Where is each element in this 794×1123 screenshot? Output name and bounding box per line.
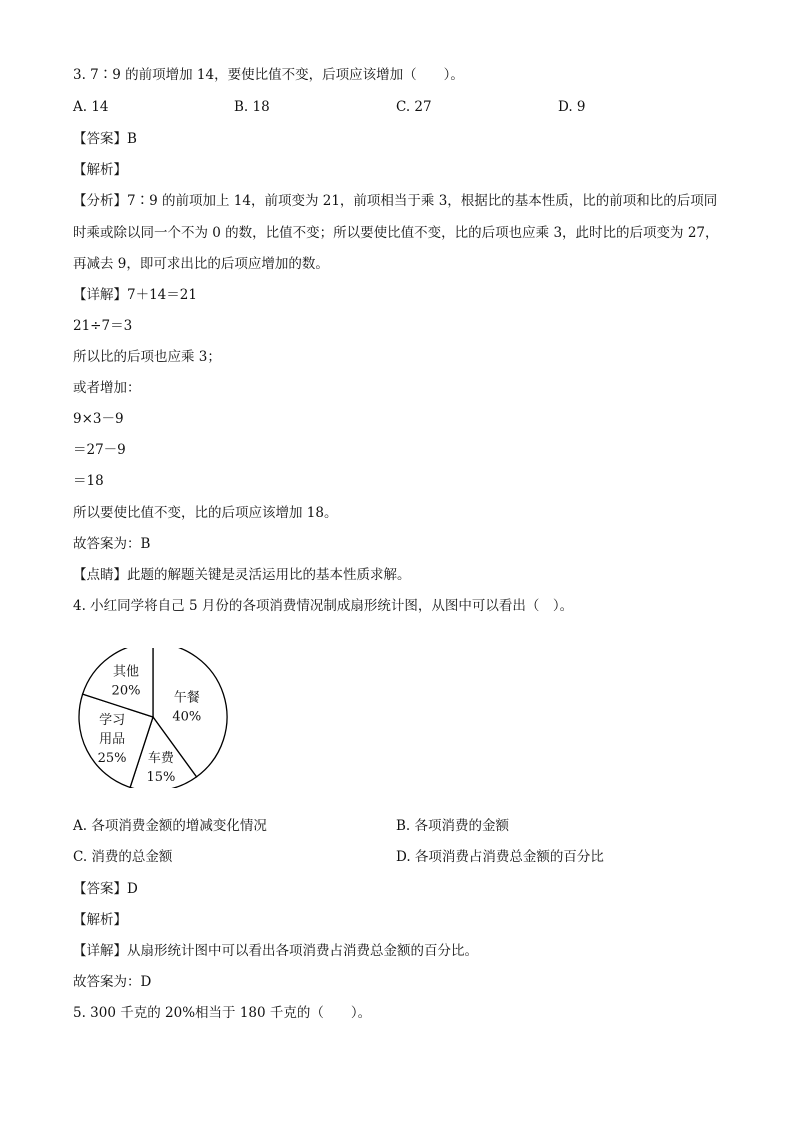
- pie-label-lunch-2: 40%: [172, 709, 202, 725]
- q3-analysis-line-2: 时乘或除以同一个不为 0 的数，比值不变；所以要使比值不变，比的后项也应乘 3，此时比的后项变为 27，: [73, 225, 719, 241]
- q3-detail-line-2: 21÷7＝3: [73, 318, 133, 334]
- q4-detail: 【详解】从扇形统计图中可以看出各项消费占消费总金额的百分比。: [73, 943, 478, 959]
- q4-analysis-label: 【解析】: [73, 912, 127, 928]
- pie-label-lunch-1: 午餐: [173, 690, 200, 706]
- q3-detail-line-7: ＝18: [73, 473, 104, 489]
- q3-detail-line-5: 9×3－9: [73, 411, 124, 427]
- q3-analysis-label: 【解析】: [73, 162, 127, 178]
- q4-stem: 4. 小红同学将自己 5 月份的各项消费情况制成扇形统计图，从图中可以看出（ ）。: [73, 598, 574, 614]
- q3-detail-line-4: 或者增加：: [73, 380, 141, 396]
- pie-chart: [74, 648, 234, 788]
- q4-option-b: B. 各项消费的金额: [396, 818, 510, 834]
- q3-analysis-line-3: 再减去 9，即可求出比的后项应增加的数。: [73, 256, 329, 272]
- q5-stem: 5. 300 千克的 20%相当于 180 千克的（ ）。: [73, 1005, 372, 1021]
- pie-label-supplies-3: 25%: [97, 750, 127, 766]
- pie-label-other-2: 20%: [111, 683, 141, 699]
- q3-option-a: A. 14: [73, 99, 109, 115]
- q3-stem: 3. 7∶9 的前项增加 14，要使比值不变，后项应该增加（ ）。: [73, 67, 464, 83]
- q3-answer: 【答案】B: [73, 131, 137, 147]
- q3-detail-line-1: 【详解】7＋14＝21: [73, 287, 197, 303]
- q4-conclusion: 故答案为：D: [73, 974, 152, 990]
- q3-detail-line-6: ＝27－9: [73, 442, 126, 458]
- pie-label-supplies-2: 用品: [99, 731, 126, 747]
- q3-option-b: B. 18: [234, 99, 270, 115]
- q4-answer: 【答案】D: [73, 881, 138, 897]
- pie-label-fare-2: 15%: [146, 770, 176, 786]
- q3-detail-line-3: 所以比的后项也应乘 3；: [73, 349, 221, 365]
- q3-option-c: C. 27: [396, 99, 432, 115]
- q3-analysis-line-1: 【分析】7∶9 的前项加上 14，前项变为 21，前项相当于乘 3，根据比的基本性质，比的前项和比的后项同: [73, 193, 718, 209]
- q3-remark: 【点睛】此题的解题关键是灵活运用比的基本性质求解。: [73, 567, 411, 583]
- pie-label-fare-1: 车费: [147, 751, 174, 767]
- q3-detail-line-8: 所以要使比值不变，比的后项应该增加 18。: [73, 505, 338, 521]
- pie-label-other-1: 其他: [112, 664, 140, 680]
- q4-option-c: C. 消费的总金额: [73, 849, 173, 865]
- q3-conclusion: 故答案为：B: [73, 536, 151, 552]
- pie-label-supplies-1: 学习: [99, 712, 126, 728]
- q4-option-a: A. 各项消费金额的增减变化情况: [73, 818, 267, 834]
- q3-option-d: D. 9: [558, 99, 586, 115]
- q4-option-d: D. 各项消费占消费总金额的百分比: [396, 849, 604, 865]
